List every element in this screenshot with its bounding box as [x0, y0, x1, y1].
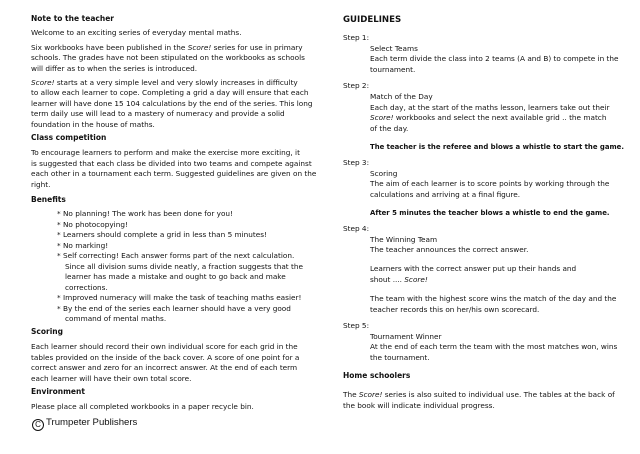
step-note: The teacher is the referee and blows a whistle to start the game.: [370, 143, 624, 151]
benefit-item-continued: command of mental maths.: [65, 314, 167, 323]
home-schoolers-heading: Home schoolers: [343, 371, 411, 380]
benefits-heading: Benefits: [31, 195, 66, 204]
step-line: [370, 113, 606, 123]
para1-line: [31, 43, 303, 53]
scoring-line: correct answer and zero for an incorrect answer. At the end of each term: [31, 363, 298, 372]
para2-line: foundation in the house of maths.: [31, 119, 155, 129]
scoring-line: tables provided on the inside of the back cover. A score of one point for a: [31, 352, 300, 362]
para2-line: term daily use will lead to a mastery of numeracy and provide a solid: [31, 109, 285, 118]
score-title: Score!: [358, 390, 383, 399]
guidelines-title: GUIDELINES: [343, 15, 402, 25]
step-line: The teacher announces the correct answer.: [370, 245, 529, 254]
scoring-heading: Scoring: [31, 327, 63, 336]
step-line: teacher records this on her/his own scorecard.: [370, 304, 540, 314]
text: The: [343, 390, 359, 399]
note-title: Note to the teacher: [31, 14, 114, 23]
class-competition-line: each other in a tournament each term. Suggested guidelines are given on the: [31, 169, 317, 178]
para2-line: [31, 78, 298, 88]
text: series is also suited to individual use. The tables at the back of: [382, 390, 615, 399]
step-line: The aim of each learner is to score points by working through the: [370, 179, 610, 188]
step-title: The Winning Team: [370, 234, 438, 244]
step-line: Each day, at the start of the maths lesson, learners take out their: [370, 102, 610, 112]
step-line: At the end of each term the team with the most matches won, wins: [370, 342, 618, 351]
copyright-icon: C: [32, 419, 44, 431]
score-title: Score!: [404, 274, 428, 284]
benefit-item: * Learners should complete a grid in less than 5 minutes!: [57, 230, 268, 239]
score-title: Score!: [370, 113, 394, 122]
step-label: Step 4:: [343, 224, 370, 233]
para1-line: will differ as to when the series is introduced.: [31, 63, 198, 73]
benefit-item: * By the end of the series each learner should have a very good: [57, 303, 291, 313]
welcome-text: Welcome to an exciting series of everyday mental maths.: [31, 28, 242, 37]
step-line: of the day.: [370, 123, 409, 133]
score-title: Score!: [187, 43, 212, 52]
step-label: Step 2:: [343, 81, 370, 90]
text: series for use in primary: [211, 43, 303, 52]
environment-heading: Environment: [31, 387, 85, 396]
benefit-item-continued: corrections.: [65, 282, 108, 292]
step-title: Select Teams: [370, 43, 418, 53]
step-label: Step 5:: [343, 321, 370, 330]
benefit-item: * No marking!: [57, 240, 109, 250]
text: starts at a very simple level and very slowly increases in difficulty: [54, 78, 298, 87]
class-competition-heading: Class competition: [31, 133, 107, 142]
scoring-line: Each learner should record their own individual score for each grid in the: [31, 342, 298, 351]
score-title: Score!: [31, 78, 55, 87]
environment-line: Please place all completed workbooks in a paper recycle bin.: [31, 402, 254, 411]
para1-line: schools. The grades have not been stipulated on the workbooks as schools: [31, 53, 305, 62]
home-line: [343, 390, 615, 400]
step-line: Learners with the correct answer put up their hands and: [370, 264, 577, 273]
step-line: the tournament.: [370, 352, 430, 362]
step-title: Tournament Winner: [370, 331, 442, 341]
step-title: Match of the Day: [370, 92, 433, 101]
para2-line: learner will have done 15 104 calculations by the end of the series. This long: [31, 98, 313, 108]
class-competition-line: is suggested that each class be divided into two teams and compete against: [31, 158, 312, 168]
para2-line: to allow each learner to cope. Completing a grid a day will ensure that each: [31, 88, 309, 97]
step-title: Scoring: [370, 168, 398, 178]
benefit-item-continued: learner has made a mistake and ought to go back and make: [65, 272, 286, 281]
publisher-name: Trumpeter Publishers: [46, 417, 138, 428]
step-note: After 5 minutes the teacher blows a whistle to end the game.: [370, 209, 610, 217]
benefit-item: * Improved numeracy will make the task of teaching maths easier!: [57, 293, 302, 302]
text: workbooks and select the next available grid .. the match: [393, 113, 607, 122]
step-label: Step 3:: [343, 158, 370, 167]
text: shout ....: [370, 274, 405, 284]
step-line: calculations and arriving at a final figure.: [370, 189, 521, 199]
benefit-item-continued: Since all division sums divide neatly, a fraction suggests that the: [65, 261, 303, 271]
benefit-item: * Self correcting! Each answer forms part of the next calculation.: [57, 251, 295, 260]
step-line: [370, 275, 428, 285]
text: Six workbooks have been published in the: [31, 43, 188, 52]
benefit-item: * No planning! The work has been done for you!: [57, 209, 233, 218]
home-line: the book will indicate individual progress.: [343, 400, 495, 410]
step-line: The team with the highest score wins the match of the day and the: [370, 294, 617, 303]
publisher-credit: [32, 417, 137, 431]
scoring-line: each learner will have their own total score.: [31, 373, 192, 383]
class-competition-line: right.: [31, 179, 51, 189]
step-label: Step 1:: [343, 33, 370, 42]
class-competition-line: To encourage learners to perform and make the exercise more exciting, it: [31, 148, 300, 157]
benefit-item: * No photocopying!: [57, 219, 128, 229]
step-line: Each term divide the class into 2 teams (A and B) to compete in the: [370, 54, 619, 63]
step-line: tournament.: [370, 64, 416, 74]
